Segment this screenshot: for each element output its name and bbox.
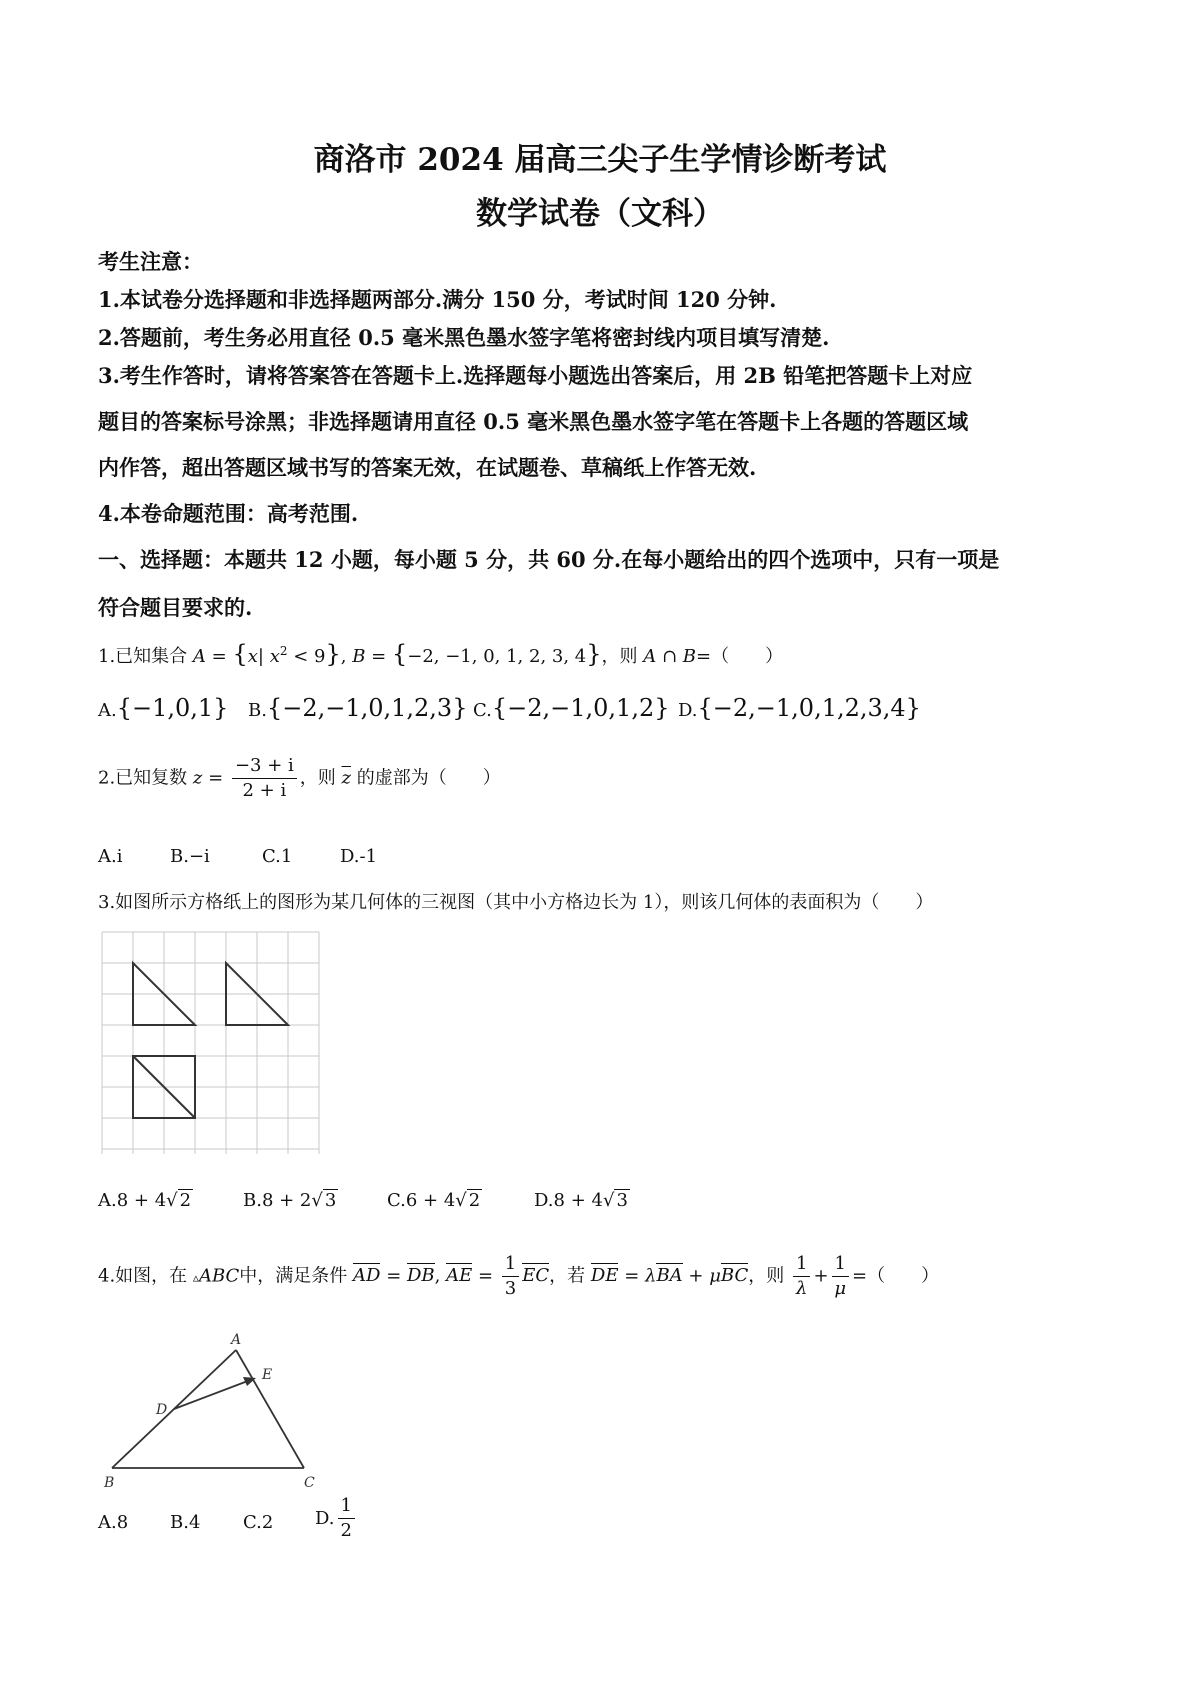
label-b: B xyxy=(104,1475,115,1490)
q1-suffix: =（ ） xyxy=(696,646,784,667)
section-heading: 一、选择题：本题共 12 小题，每小题 5 分，共 60 分.在每小题给出的四个选项中，只有一项是 xyxy=(98,547,1000,572)
q2-option-c: C.1 xyxy=(262,846,293,867)
q4-option-d: D. $\frac{1}{2}$ xyxy=(315,1496,358,1541)
q1-option-a: A.{−1,0,1} xyxy=(98,694,229,722)
label-a: A xyxy=(231,1332,242,1348)
exam-title: 商洛市 2024 届高三尖子生学情诊断考试 xyxy=(313,142,887,178)
q1-mid: ，则 xyxy=(601,646,638,667)
exam-subtitle: 数学试卷（文科） xyxy=(476,196,724,232)
q3-option-b: B.8 + 2√ 3 xyxy=(243,1190,337,1211)
notice-item-3-cont: 题目的答案标号涂黑；非选择题请用直径 0.5 毫米黑色墨水签字笔在答题卡上各题的答题区域 xyxy=(98,409,969,434)
notice-item-2: 2.答题前，考生务必用直径 0.5 毫米黑色墨水签字笔将密封线内项目填写清楚. xyxy=(98,325,830,350)
question-3: 3.如图所示方格纸上的图形为某几何体的三视图（其中小方格边长为 1），则该几何体的表面积为（ ） xyxy=(98,892,934,913)
question-4: 4.如图，在 ▵ABC中，满足条件 AD = DB, AE = $\frac{1}{3}$ EC，若 DE = λBA + μBC，则 $\frac{1}{\lambda}$ + $\frac{1}{\mu}$ =（ ） xyxy=(98,1253,940,1299)
section-heading-cont: 符合题目要求的. xyxy=(98,595,253,620)
label-d: D xyxy=(156,1402,168,1418)
q3-option-d: D.8 + 4√ 3 xyxy=(534,1190,628,1211)
q4-option-c: C.2 xyxy=(243,1512,274,1533)
q1-option-c: C.{−2,−1,0,1,2} xyxy=(473,694,670,722)
vector-de xyxy=(174,1379,253,1409)
notice-item-3-cont2: 内作答，超出答题区域书写的答案无效，在试题卷、草稿纸上作答无效. xyxy=(98,455,757,480)
q2-option-a: A.i xyxy=(98,846,123,867)
three-view-grid-figure xyxy=(100,930,326,1156)
q1-prefix: 1.已知集合 xyxy=(98,646,188,667)
q2-option-b: B.−i xyxy=(170,846,210,867)
q4-option-a: A.8 xyxy=(98,1512,129,1533)
question-2: 2.已知复数 z = $\frac{-3 + i}{2 + i}$ ，则 $\overline{z}$ 的虚部为（ ） xyxy=(98,755,501,801)
notice-item-3: 3.考生作答时，请将答案答在答题卡上.选择题每小题选出答案后，用 2B 铅笔把答题卡上对应 xyxy=(98,363,973,388)
q3-option-c: C.6 + 4√ 2 xyxy=(387,1190,481,1211)
notice-item-1: 1.本试卷分选择题和非选择题两部分.满分 150 分，考试时间 120 分钟. xyxy=(98,287,777,312)
q1-option-d: D.{−2,−1,0,1,2,3,4} xyxy=(678,694,921,722)
question-1: 1.已知集合 A = {x| $x^2 < 9$}, B = {−2, −1, 0, 1, 2, 3, 4}，则 A ∩ B=（ ） xyxy=(98,640,784,668)
q2-option-d: D.-1 xyxy=(340,846,378,867)
label-c: C xyxy=(304,1475,315,1490)
q1-option-b: B.{−2,−1,0,1,2,3} xyxy=(248,694,468,722)
q2-fraction: $\frac{-3 + i}{2 + i}$ xyxy=(232,756,297,801)
triangle-figure xyxy=(98,1330,338,1490)
notice-item-4: 4.本卷命题范围：高考范围. xyxy=(98,501,359,526)
notice-heading: 考生注意： xyxy=(98,249,203,274)
label-e: E xyxy=(262,1367,273,1383)
q3-option-a: A.8 + 4√ 2 xyxy=(98,1190,192,1211)
q4-option-b: B.4 xyxy=(170,1512,201,1533)
